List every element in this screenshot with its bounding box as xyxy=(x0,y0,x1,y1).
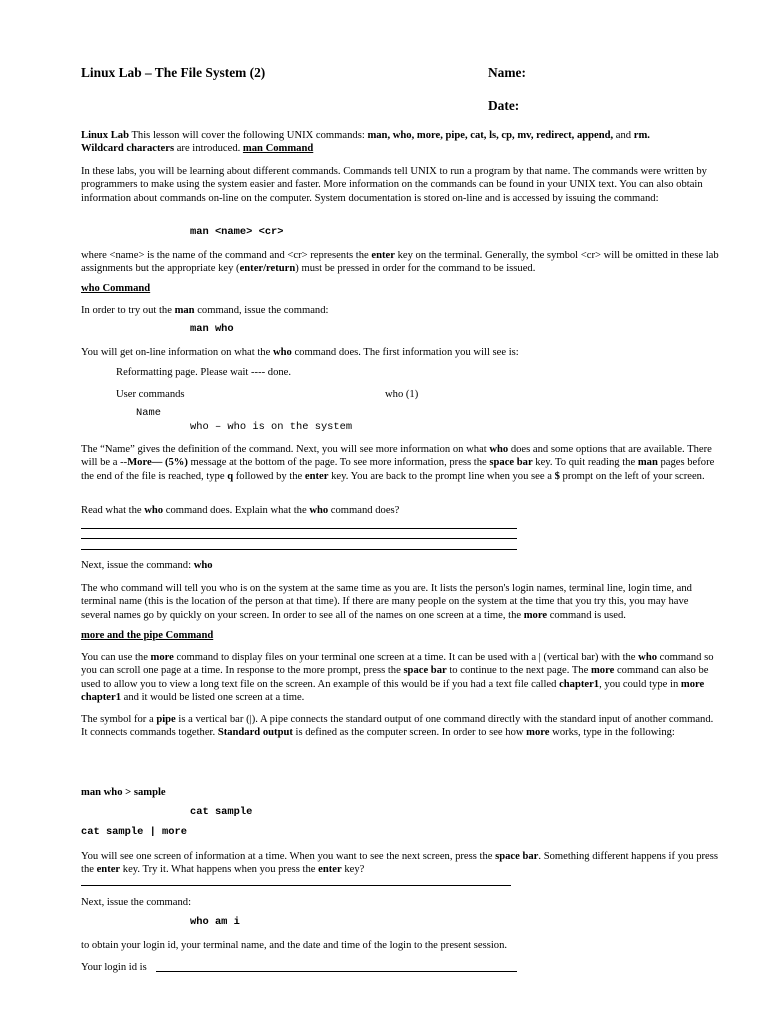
more-p3-enter2: enter xyxy=(318,864,342,876)
who-next-command xyxy=(81,559,721,572)
who-p1-text-a: In order to try out the xyxy=(81,305,175,316)
name-label: Name: xyxy=(488,65,526,80)
who-p4-b: command is used. xyxy=(547,609,626,621)
more-p3-c: key. Try it. What happens when you press the xyxy=(120,864,319,876)
man-p2-key: enter/return xyxy=(239,263,296,275)
who-p4-more: more xyxy=(523,609,548,621)
document-title: Linux Lab – The File System (2) xyxy=(81,65,266,80)
more-p2-std: Standard output xyxy=(217,727,293,739)
more-p1-more-chapter: more chapter1 xyxy=(81,678,705,703)
answer-line[interactable] xyxy=(81,528,517,529)
who-p3-enter: enter xyxy=(304,470,329,482)
intro-text-1: This lesson will cover the following UNIX commands: xyxy=(129,130,368,141)
who-paragraph-4 xyxy=(81,582,721,622)
answer-line[interactable] xyxy=(81,549,517,550)
man-code-example: man <name> <cr> xyxy=(190,226,284,238)
intro-command-list: man, who, more, pipe, cat, ls, cp, mv, redirect, append, xyxy=(367,130,614,141)
who-p3-h: prompt on the left of your screen. xyxy=(559,470,705,482)
cmd-man-who-sample xyxy=(81,786,721,799)
more-next-command: Next, issue the command: xyxy=(81,897,192,908)
more-p2-more: more xyxy=(526,727,550,739)
more-p1-space: space bar xyxy=(403,665,447,677)
intro-rm: rm. xyxy=(633,130,650,141)
more-p1-d: to continue to the next page. The xyxy=(446,665,591,677)
name-word: Name xyxy=(136,407,161,419)
who-p1-text-b: command, issue the command: xyxy=(194,305,329,316)
who-p2-text-b: command does. The first information you will see is: xyxy=(291,347,519,358)
more-p1-who: who xyxy=(638,652,658,663)
who-p3-c: message at the bottom of the page. To see more information, press the xyxy=(187,457,490,469)
cmd-cat-sample: cat sample xyxy=(190,806,253,818)
who-p3-e: pages before the end of the file is reached, type xyxy=(81,457,715,482)
more-p2-c: is defined as the computer screen. In order to see how xyxy=(292,727,527,739)
reformat-line: Reformatting page. Please wait ---- done. xyxy=(116,367,292,378)
who-p2-who: who xyxy=(272,347,292,358)
more-p1-g: and it would be listed one screen at a time. xyxy=(121,691,305,703)
more-p1-more2: more xyxy=(590,665,615,677)
more-p3-d: key? xyxy=(341,864,365,876)
more-p2-pipe: pipe xyxy=(156,714,176,725)
who-p3-f: followed by the xyxy=(233,470,305,482)
answer-line[interactable] xyxy=(81,538,517,539)
who-p3-dollar: $ xyxy=(554,470,560,482)
who-1-label: who (1) xyxy=(385,389,419,400)
more-paragraph-1 xyxy=(81,651,721,704)
who-paragraph-1 xyxy=(81,304,721,317)
more-paragraph-2 xyxy=(81,713,721,740)
more-paragraph-3 xyxy=(81,850,721,877)
who-p3-d: key. To quit reading the xyxy=(532,457,638,469)
more-p1-c: command so you can scroll one page at a time. In response to the more prompt, press the xyxy=(81,652,714,677)
who-question xyxy=(81,504,721,517)
who-q-b: command does. Explain what the xyxy=(163,505,310,516)
man-paragraph-2 xyxy=(81,249,721,276)
more-p1-f: , you could type in xyxy=(599,678,681,690)
who-next-who: who xyxy=(193,560,213,571)
who-q-c: command does? xyxy=(328,505,400,516)
who-p2-text-a: You will get on-line information on what the xyxy=(81,347,273,358)
more-pipe-heading: more and the pipe Command xyxy=(81,630,214,641)
who-command-heading: who Command xyxy=(81,283,151,294)
intro-text-2: are introduced. xyxy=(174,143,243,155)
who-q-who2: who xyxy=(309,505,329,516)
man-p2-enter: enter xyxy=(371,250,395,261)
more-p1-b: command to display files on your terminal one screen at a time. It can be used with a | (vertical bar) with the xyxy=(173,652,639,663)
cmd-cat-sample-more: cat sample | more xyxy=(81,826,188,838)
cmd-man-who-sample-text: man who > sample xyxy=(81,787,166,798)
who-p3-more: More— (5%) xyxy=(127,457,188,469)
who-p3-man: man xyxy=(637,457,658,469)
who-q-who: who xyxy=(144,505,164,516)
man-p2-text-c: ) must be pressed in order for the command to be issued. xyxy=(295,263,536,275)
more-paragraph-4: to obtain your login id, your terminal name, and the date and time of the login to the present session. xyxy=(81,940,508,951)
who-p3-b: does and some options that are available. There will be a -- xyxy=(81,444,712,469)
user-commands-label: User commands xyxy=(116,389,185,400)
who-p1-man: man xyxy=(174,305,195,316)
more-p1-more: more xyxy=(150,652,174,663)
intro-paragraph xyxy=(81,129,721,156)
intro-and: and xyxy=(613,130,634,141)
intro-lead: Linux Lab xyxy=(81,130,129,141)
man-command-heading: man Command xyxy=(242,143,314,155)
answer-line[interactable] xyxy=(81,885,511,886)
who-p3-q: q xyxy=(227,470,234,482)
who-definition: who – who is on the system xyxy=(190,421,353,433)
who-p4-text: The who command will tell you who is on the system at the same time as you are. It lists the person's login names, terminal line, login time, and terminal name (this is the location of the person at that time). If there are many people on the system at the time that you try this, you may have several names go by quickly on your screen. In order to see all of the names on one screen at a time, the xyxy=(81,583,692,621)
more-p1-e: command can also be used to allow you to view a long text file on the screen. An example of this would be if you had a text file called xyxy=(81,665,709,690)
more-p2-b: is a vertical bar (|). A pipe connects the standard output of one command directly with the standard input of another command. It connects commands together. xyxy=(81,714,714,739)
who-p3-a: The “Name” gives the definition of the command. Next, you will see more information on what xyxy=(81,444,490,455)
more-p3-space: space bar xyxy=(495,851,539,862)
more-p1-chapter: chapter1 xyxy=(559,678,600,690)
who-paragraph-3 xyxy=(81,443,721,483)
who-p3-g: key. You are back to the prompt line when you see a xyxy=(328,470,555,482)
more-p2-d: works, type in the following: xyxy=(549,727,675,739)
date-label: Date: xyxy=(488,98,520,113)
who-p3-who: who xyxy=(489,444,509,455)
who-code-example: man who xyxy=(190,323,234,335)
who-p3-space: space bar xyxy=(489,457,533,469)
more-p3-a: You will see one screen of information at a time. When you want to see the next screen, press the xyxy=(81,851,496,862)
more-p3-enter: enter xyxy=(96,864,121,876)
man-p2-text-b: key on the terminal. Generally, the symbol <cr> will be omitted in these lab assignments but the appropriate key ( xyxy=(81,250,719,275)
login-id-answer-line[interactable] xyxy=(156,971,517,972)
more-p1-a: You can use the xyxy=(81,652,151,663)
intro-wildcard: Wildcard characters xyxy=(81,143,175,155)
man-p2-text-a: where <name> is the name of the command and <cr> represents the xyxy=(81,250,372,261)
who-paragraph-2 xyxy=(81,346,721,359)
man-paragraph-1: In these labs, you will be learning about different commands. Commands tell UNIX to run a program by that name. The commands were written by programmers to make using the system easier and faster. More information on the commands can be found in your UNIX text. You can also obtain information about commands on-line on the computer. System documentation is stored on-line and is accessed by issuing the command: xyxy=(81,166,707,204)
who-next-text: Next, issue the command: xyxy=(81,560,194,571)
cmd-who-am-i: who am i xyxy=(190,916,240,928)
who-q-a: Read what the xyxy=(81,505,145,516)
login-id-label: Your login id is xyxy=(81,962,147,973)
more-p3-b: . Something different happens if you press the xyxy=(81,851,718,876)
more-p2-a: The symbol for a xyxy=(81,714,157,725)
